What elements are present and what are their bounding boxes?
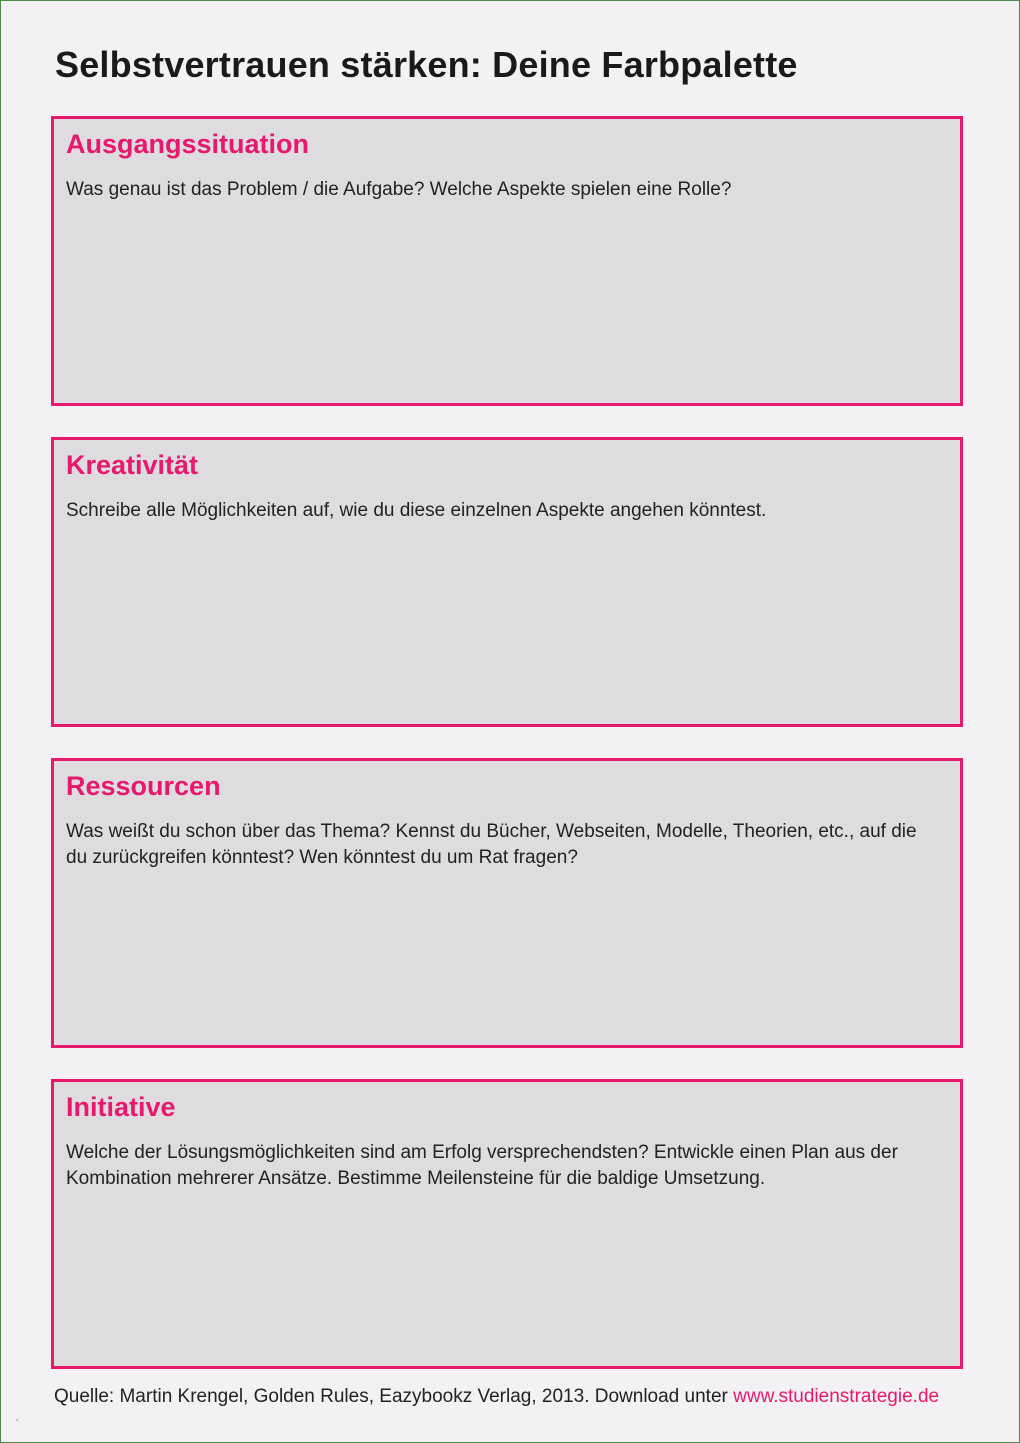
footer-source-text: Quelle: Martin Krengel, Golden Rules, Eazybookz Verlag, 2013. Download unter <box>54 1386 734 1407</box>
section-prompt: Was genau ist das Problem / die Aufgabe? Welche Aspekte spielen eine Rolle? <box>66 179 732 200</box>
section-heading: Initiative <box>66 1092 176 1122</box>
section-ausgangssituation[interactable] <box>51 116 963 406</box>
page-title: Selbstvertrauen stärken: Deine Farbpalette <box>55 44 798 85</box>
section-prompt: Was weißt du schon über das Thema? Kennst du Bücher, Webseiten, Modelle, Theorien, etc., auf die du zurückgreifen könntest? Wen könntest du um Rat fragen? <box>66 821 917 868</box>
section-ressourcen[interactable] <box>51 758 963 1048</box>
footer-link[interactable]: www.studienstrategie.de <box>733 1386 940 1407</box>
section-prompt: Welche der Lösungsmöglichkeiten sind am Erfolg versprechendsten? Entwickle einen Plan aus der Kombination mehrerer Ansätze. Bestimme Meilensteine für die baldige Umsetzung. <box>66 1142 898 1189</box>
section-prompt: Schreibe alle Möglichkeiten auf, wie du diese einzelnen Aspekte angehen könntest. <box>66 500 767 521</box>
corner-mark: ▪ <box>16 1418 19 1424</box>
section-initiative[interactable] <box>51 1079 963 1369</box>
section-kreativitaet[interactable] <box>51 437 963 727</box>
section-heading: Ressourcen <box>66 771 221 801</box>
footer-source <box>54 1386 939 1408</box>
section-heading: Kreativität <box>66 450 199 480</box>
section-heading: Ausgangssituation <box>66 129 310 159</box>
